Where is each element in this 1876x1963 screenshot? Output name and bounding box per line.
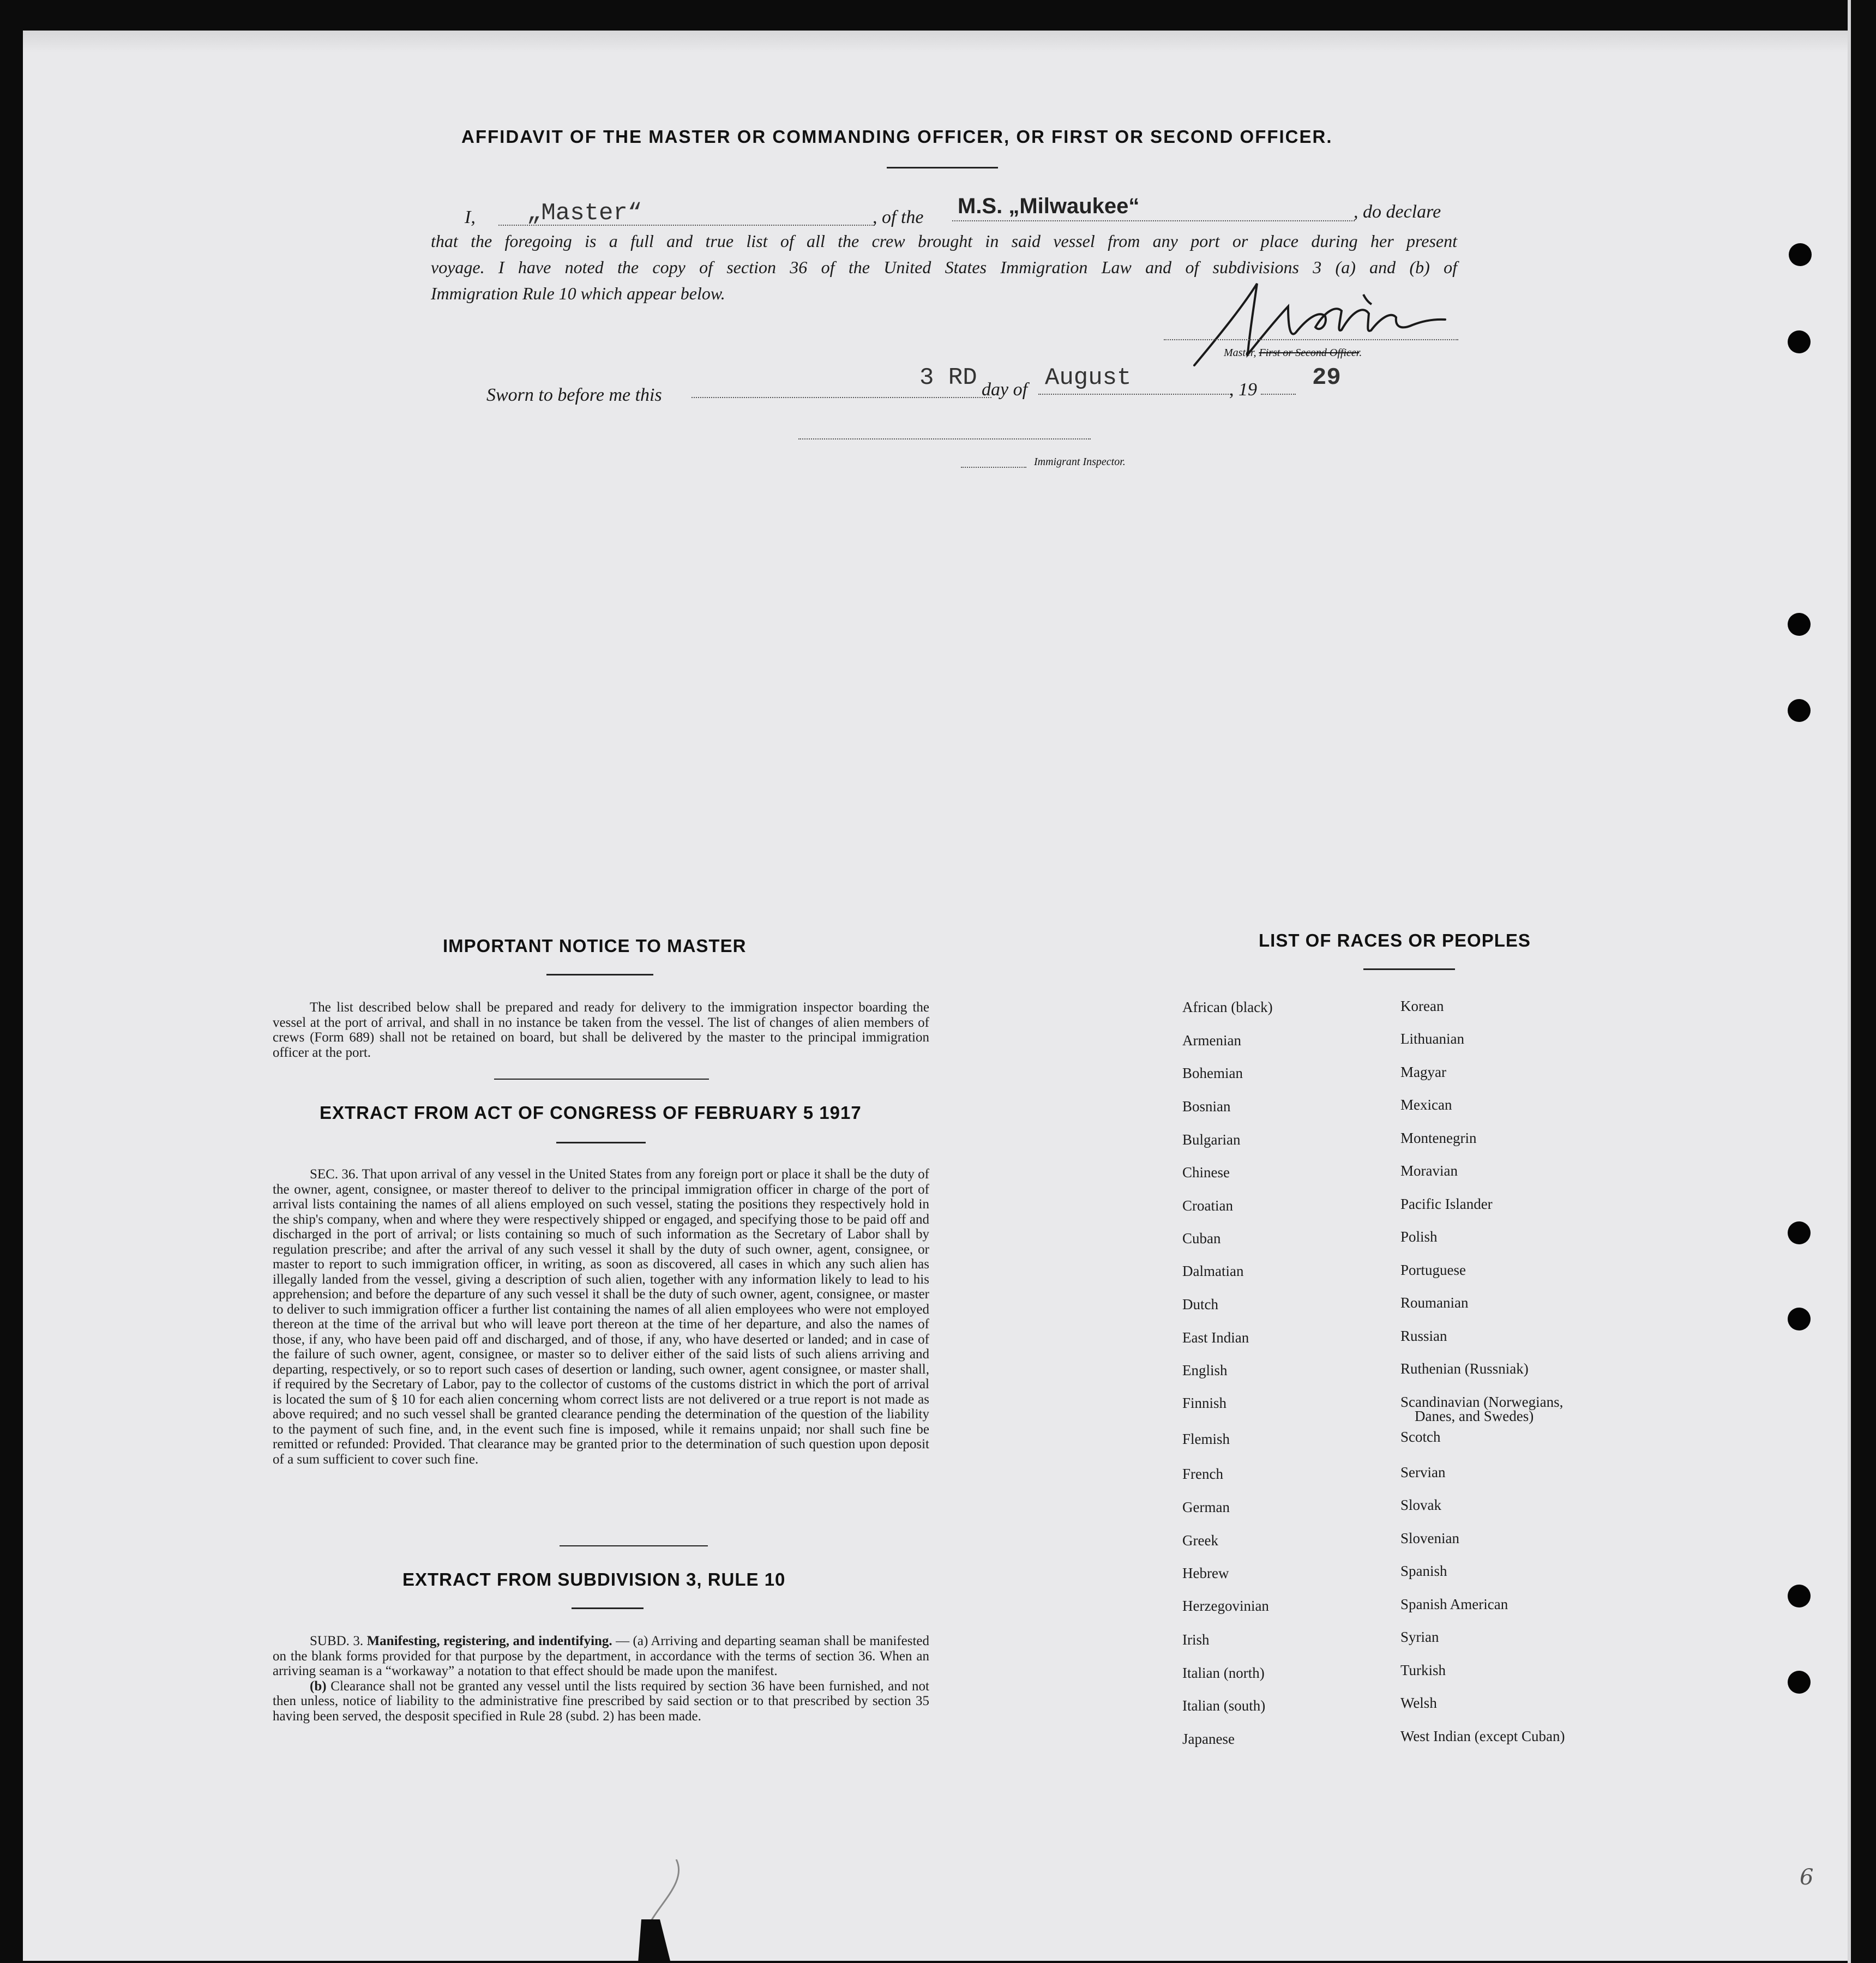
affidavit-of-the: , of the xyxy=(873,207,924,227)
page-edge xyxy=(1848,0,1851,1963)
sworn-month-value: August xyxy=(1045,364,1132,392)
punch-hole xyxy=(1788,1221,1811,1244)
race-item: Spanish xyxy=(1400,1563,1447,1579)
race-item: Spanish American xyxy=(1400,1596,1508,1612)
divider xyxy=(560,1545,708,1546)
affidavit-do-declare: , do declare xyxy=(1354,202,1441,222)
race-item: Armenian xyxy=(1182,1032,1241,1049)
vessel-name-line xyxy=(952,220,1355,221)
race-item: Irish xyxy=(1182,1631,1210,1648)
race-item: Mexican xyxy=(1400,1097,1452,1113)
race-item: Slovenian xyxy=(1400,1530,1459,1546)
act-section-36-text: SEC. 36. That upon arrival of any vessel in the United States from any foreign port or place it shall be the duty of the owner, agent, consignee, or master thereof to deliver to the principal immigration officer in charge of the port of arrival lists containing the names of all aliens employed on such vessel, stating the positions they respectively hold in the ship's company, when and where they were respectively shipped or engaged, and specifying those to be paid off and discharged in the port of arrival; or lists containing so much of such information as the Secretary of Labor shall by regulation prescribe; and after the arrival of any such vessel it shall by the duty of such owner, agent, consignee, or master to report to such immigration officer, in writing, as soon as discovered, all cases in which any such alien has illegally landed from the vessel, giving a description of such alien, together with any information likely to lead to his apprehension; and before the departure of any such vessel it shall be the duty of such owner, agent, consignee, or master to deliver to such immigration officer a further list containing the names of all alien employees who were not employed thereon at the time of the arrival but who will leave port thereon at the time of her departure, and also the names of those, if any, who have been paid off and discharged, and of those, if any, who have deserted or landed; and in case of the failure of such owner, agent, consignee, or master so to deliver either of the said lists of such aliens arriving and departing, respectively, or so to report such cases of desertion or landing, such owner, agent consignee, or master shall, if required by the Secretary of Labor, pay to the collector of customs of the customs district in which the port of arrival is located the sum of § 10 for each alien concerning whom correct lists are not delivered or a true report is not made as above required; and no such vessel shall be granted clearance pending the determination of the question of the liability to the payment of such fine, and, in the event such fine is imposed, while it remains unpaid; nor shall such fine be remitted or refunded: Provided. That clearance may be granted prior to the determination of such question upon deposit of a sum sufficient to cover such fine. xyxy=(273,1167,929,1467)
divider xyxy=(556,1142,646,1143)
race-item: Syrian xyxy=(1400,1629,1439,1645)
race-item: Chinese xyxy=(1182,1164,1230,1181)
notice-title: IMPORTANT NOTICE TO MASTER xyxy=(443,936,747,956)
subd-label: SUBD. 3. xyxy=(310,1634,364,1648)
race-item: Scotch xyxy=(1400,1429,1441,1445)
race-item: Korean xyxy=(1400,998,1444,1014)
rule10-title: EXTRACT FROM SUBDIVISION 3, RULE 10 xyxy=(402,1569,786,1589)
race-item: German xyxy=(1182,1499,1230,1515)
sworn-year-value: 29 xyxy=(1312,364,1341,392)
race-item: French xyxy=(1182,1466,1223,1482)
race-item: Dutch xyxy=(1182,1296,1218,1312)
rule10-text xyxy=(273,1634,929,1724)
punch-hole xyxy=(1788,699,1811,722)
sworn-year-prefix: , 19 xyxy=(1229,380,1257,400)
race-item: Hebrew xyxy=(1182,1565,1229,1581)
race-item: Slovak xyxy=(1400,1497,1442,1513)
rule10-para-b xyxy=(273,1679,929,1724)
race-item: Welsh xyxy=(1400,1695,1437,1711)
race-item: Dalmatian xyxy=(1182,1263,1244,1279)
race-item: English xyxy=(1182,1362,1228,1378)
race-item: Pacific Islander xyxy=(1400,1196,1493,1212)
race-item: Roumanian xyxy=(1400,1294,1469,1311)
punch-hole xyxy=(1788,1671,1811,1694)
inspector-small-line xyxy=(961,467,1026,468)
page-number-mark: 6 xyxy=(1800,1865,1814,1890)
race-item: East Indian xyxy=(1182,1329,1249,1346)
affidavit-line-2: that the foregoing is a full and true list of all the crew brought in said vessel from any port or place during her present xyxy=(431,231,1457,251)
caption-period: . xyxy=(1359,347,1362,359)
scan-shadow xyxy=(23,31,1850,52)
race-item: West Indian (except Cuban) xyxy=(1400,1728,1565,1744)
race-item: Magyar xyxy=(1400,1064,1446,1080)
sworn-label: Sworn to before me this xyxy=(486,385,662,405)
rule10-para-a xyxy=(273,1634,929,1679)
caption-master: Master, xyxy=(1224,347,1256,359)
master-name-value: „Master“ xyxy=(527,200,642,227)
punch-hole xyxy=(1788,1308,1811,1330)
subd-para-b-text: Clearance shall not be granted any vessel until the lists required by section 36 have been furnished, and not then unless, notice of liability to the administrative fine prescribed by said section or to that prescribed by section 35 having been served, the desposit specified in Rule 28 (subd. 2) has been made. xyxy=(273,1678,929,1724)
race-item: Cuban xyxy=(1182,1230,1221,1247)
subd-para-b-label: (b) xyxy=(310,1678,327,1694)
affidavit-pre-i: I, xyxy=(465,207,476,227)
paper-crease-mark xyxy=(638,1859,703,1963)
race-item: Bulgarian xyxy=(1182,1131,1241,1148)
race-item: Danes, and Swedes) xyxy=(1415,1408,1534,1424)
vessel-name-value: M.S. „Milwaukee“ xyxy=(958,194,1140,218)
divider xyxy=(572,1607,644,1609)
affidavit-line-4: Immigration Rule 10 which appear below. xyxy=(431,284,725,303)
inspector-signature-line xyxy=(798,438,1091,439)
sworn-day-of: day of xyxy=(982,380,1028,400)
punch-hole xyxy=(1788,1585,1811,1607)
race-item: Croatian xyxy=(1182,1197,1233,1214)
affidavit-title: AFFIDAVIT OF THE MASTER OR COMMANDING OFFICER, OR FIRST OR SECOND OFFICER. xyxy=(461,127,1333,147)
signature-caption xyxy=(1224,347,1362,359)
races-title: LIST OF RACES OR PEOPLES xyxy=(1259,930,1531,950)
race-item: Greek xyxy=(1182,1532,1218,1549)
race-item: Herzegovinian xyxy=(1182,1598,1269,1614)
race-item: Japanese xyxy=(1182,1731,1235,1747)
race-item: Scandinavian (Norwegians, xyxy=(1400,1394,1564,1410)
sworn-month-line xyxy=(1038,394,1232,395)
race-item: Moravian xyxy=(1400,1163,1458,1179)
sworn-year-line xyxy=(1261,394,1296,395)
sworn-day-line xyxy=(692,397,991,398)
divider xyxy=(1363,968,1455,970)
inspector-caption: Immigrant Inspector. xyxy=(1034,456,1126,468)
subd-heading: Manifesting, registering, and indentifying. xyxy=(366,1634,612,1648)
race-item: Finnish xyxy=(1182,1395,1227,1411)
race-item: Italian (south) xyxy=(1182,1697,1266,1714)
race-item: Russian xyxy=(1400,1328,1447,1344)
punch-hole xyxy=(1788,330,1811,353)
signature-line xyxy=(1164,339,1458,340)
race-item: Italian (north) xyxy=(1182,1665,1265,1681)
punch-hole xyxy=(1789,243,1812,266)
subd-para-a-text: — (a) Arriving and departing seaman shall be manifested on the blank forms provided for that purpose by the department, in accordance with the terms of section 36. When an arriving seaman is a “workaway” a notation to that effect should be made upon the manifest. xyxy=(273,1634,930,1678)
race-item: Servian xyxy=(1400,1464,1446,1480)
race-item: Polish xyxy=(1400,1229,1438,1245)
punch-hole xyxy=(1788,613,1811,636)
sworn-day-value: 3 RD xyxy=(919,364,977,392)
notice-text: The list described below shall be prepared and ready for delivery to the immigration inspector boarding the vessel at the port of arrival, and shall in no instance be taken from the vessel. The list of changes of alien members of crews (Form 689) shall not be retained on board, but shall be delivered by the master to the principal immigration officer at the port. xyxy=(273,1000,929,1060)
divider xyxy=(887,167,998,168)
race-item: Lithuanian xyxy=(1400,1031,1464,1047)
race-item: African (black) xyxy=(1182,999,1273,1015)
race-item: Portuguese xyxy=(1400,1262,1466,1278)
race-item: Bohemian xyxy=(1182,1065,1243,1081)
caption-struck-officer: First or Second Officer xyxy=(1259,347,1360,359)
race-item: Flemish xyxy=(1182,1431,1230,1447)
act-title: EXTRACT FROM ACT OF CONGRESS OF FEBRUARY 5 1917 xyxy=(320,1103,862,1123)
race-item: Bosnian xyxy=(1182,1098,1231,1115)
race-item: Turkish xyxy=(1400,1662,1446,1678)
affidavit-line-3: voyage. I have noted the copy of section 36 of the United States Immigration Law and of subdivisions 3 (a) and (b) of xyxy=(431,257,1457,277)
race-item: Ruthenian (Russniak) xyxy=(1400,1360,1529,1377)
race-item: Montenegrin xyxy=(1400,1130,1477,1146)
divider xyxy=(494,1079,709,1080)
divider xyxy=(546,974,653,976)
